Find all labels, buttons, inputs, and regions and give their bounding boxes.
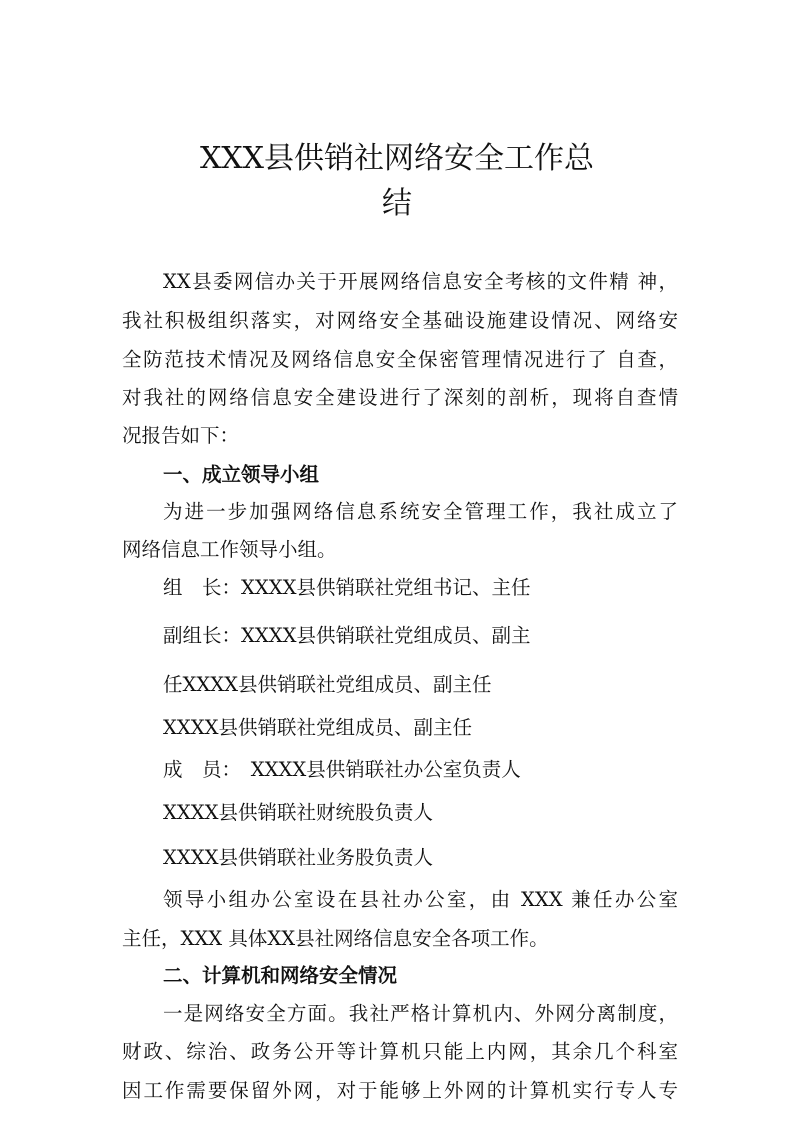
- paragraph-1-line-4: 对我社的网络信息安全建设进行了深刻的剖析，现将自查情: [122, 386, 678, 409]
- member-line: 成 员： XXXX县供销联社办公室负责人: [163, 758, 521, 781]
- paragraph-4-line-1: 一是网络安全方面。我社严格计算机内、外网分离制度，: [163, 1002, 678, 1025]
- deputy-leader-line-2: 任XXXX县供销联社党组成员、副主任: [163, 673, 492, 696]
- document-title-line-1: XXX县供销社网络安全工作总: [199, 141, 595, 176]
- member-line-3: XXXX县供销联社业务股负责人: [163, 846, 434, 869]
- member-line-2: XXXX县供销联社财统股负责人: [163, 801, 434, 824]
- deputy-leader-line-3: XXXX县供销联社党组成员、副主任: [163, 716, 473, 739]
- paragraph-4-line-3: 因工作需要保留外网，对于能够上外网的计算机实行专人专: [122, 1079, 678, 1102]
- paragraph-1-line-3: 全防范技术情况及网络信息安全保密管理情况进行了 自查，: [122, 348, 678, 371]
- leader-line: 组 长：XXXX县供销联社党组书记、主任: [163, 576, 531, 599]
- document-title-line-2: 结: [382, 186, 412, 221]
- section-heading-2: 二、计算机和网络安全情况: [163, 964, 398, 987]
- paragraph-3-line-2: 主任，XXX 具体XX县社网络信息安全各项工作。: [122, 927, 549, 950]
- paragraph-2-line-1: 为进一步加强网络信息系统安全管理工作，我社成立了: [163, 500, 678, 523]
- paragraph-2-line-2: 网络信息工作领导小组。: [122, 538, 337, 561]
- paragraph-1-line-5: 况报告如下：: [122, 424, 240, 447]
- paragraph-1-line-2: 我社积极组织落实，对网络安全基础设施建设情况、网络安: [122, 309, 678, 332]
- paragraph-3-line-1: 领导小组办公室设在县社办公室，由 XXX 兼任办公室: [163, 888, 678, 911]
- paragraph-4-line-2: 财政、综治、政务公开等计算机只能上内网，其余几个科室: [122, 1040, 678, 1063]
- paragraph-1-line-1: XX县委网信办关于开展网络信息安全考核的文件精 神，: [163, 270, 678, 293]
- section-heading-1: 一、成立领导小组: [163, 463, 320, 486]
- deputy-leader-line: 副组长：XXXX县供销联社党组成员、副主: [163, 624, 531, 647]
